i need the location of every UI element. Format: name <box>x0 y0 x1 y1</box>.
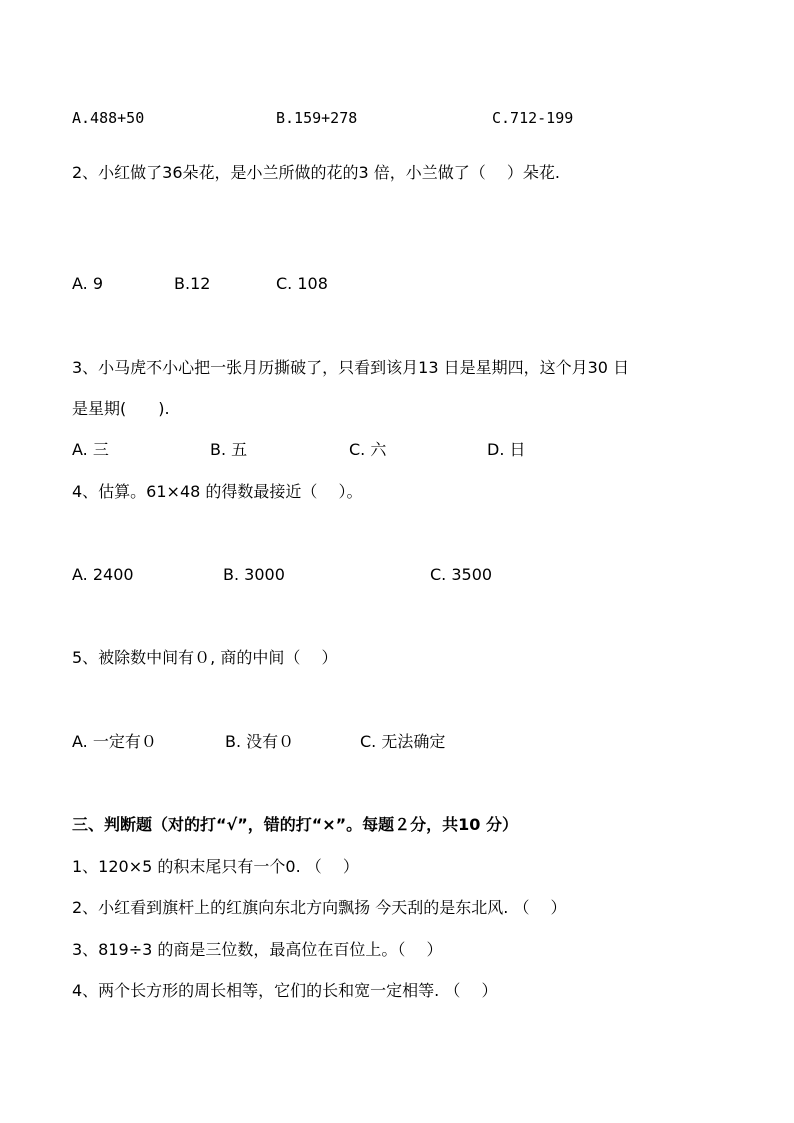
q3-text-line1: 3、小马虎不小心把一张月历撕破了，只看到该月13 日是星期四，这个月30 日 <box>72 358 630 377</box>
tf-section-heading: 三、判断题（对的打“√”，错的打“×”。每题２分，共10 分） <box>72 815 518 834</box>
q3-option-d: D. 日 <box>487 440 526 459</box>
q2-option-a: A. 9 <box>72 274 104 293</box>
q1-option-b: B.159+278 <box>276 109 358 127</box>
q5-option-b: B. 没有０ <box>225 732 295 751</box>
q3-option-a: A. 三 <box>72 440 109 459</box>
q4-option-a: A. 2400 <box>72 565 134 584</box>
q1-option-c: C.712-199 <box>492 109 574 127</box>
q3-option-b: B. 五 <box>210 440 248 459</box>
q4-text: 4、估算。61×48 的得数最接近（ ）。 <box>72 482 363 501</box>
q2-text: 2、小红做了36朵花，是小兰所做的花的3 倍，小兰做了（ ）朵花. <box>72 163 560 182</box>
q5-option-c: C. 无法确定 <box>360 732 446 751</box>
q3-text-line2: 是星期( ). <box>72 399 170 418</box>
q5-option-a: A. 一定有０ <box>72 732 157 751</box>
q4-option-c: C. 3500 <box>430 565 493 584</box>
q1-option-a: A.488+50 <box>72 109 145 127</box>
q5-text: 5、被除数中间有０, 商的中间（ ） <box>72 648 338 667</box>
tf-item-1: 1、120×5 的积末尾只有一个0. （ ） <box>72 857 359 876</box>
q3-option-c: C. 六 <box>349 440 387 459</box>
tf-item-2: 2、小红看到旗杆上的红旗向东北方向飘扬 今天刮的是东北风. （ ） <box>72 898 567 917</box>
q4-option-b: B. 3000 <box>223 565 285 584</box>
tf-item-3: 3、819÷3 的商是三位数，最高位在百位上。（ ） <box>72 940 443 959</box>
tf-item-4: 4、两个长方形的周长相等，它们的长和宽一定相等. （ ） <box>72 981 498 1000</box>
q2-option-b: B.12 <box>174 274 211 293</box>
q2-option-c: C. 108 <box>276 274 328 293</box>
